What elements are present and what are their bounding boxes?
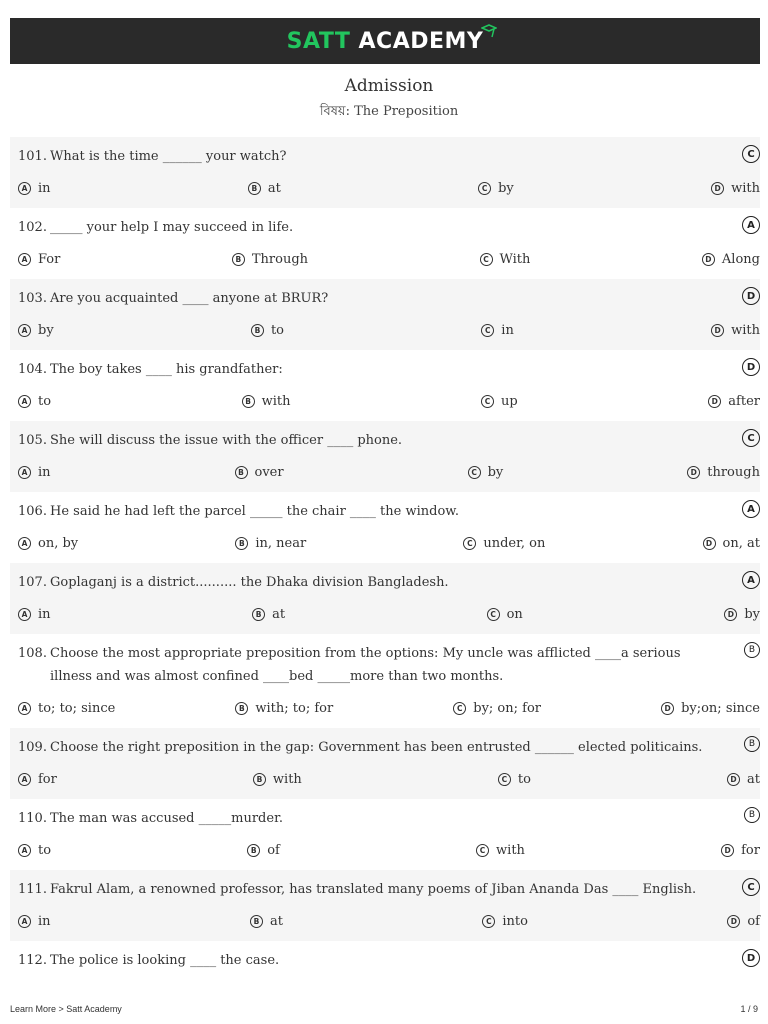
option-b[interactable] bbox=[232, 252, 308, 267]
option-b[interactable] bbox=[242, 394, 291, 409]
option-d[interactable] bbox=[711, 323, 760, 338]
question-item bbox=[10, 941, 760, 969]
option-letter-circle: C bbox=[478, 182, 491, 195]
option-letter-circle: B bbox=[235, 702, 248, 715]
option-label: on, at bbox=[722, 535, 760, 551]
option-label: through bbox=[707, 464, 760, 480]
option-label: into bbox=[502, 913, 528, 929]
question-item bbox=[10, 137, 760, 208]
option-letter-circle: A bbox=[18, 537, 31, 550]
answer-badge: A bbox=[742, 500, 760, 518]
option-b[interactable] bbox=[247, 843, 280, 858]
option-label: by bbox=[38, 322, 54, 338]
option-letter-circle: B bbox=[235, 466, 248, 479]
question-number: 110. bbox=[18, 811, 47, 826]
option-letter-circle: D bbox=[711, 182, 724, 195]
option-label: of bbox=[267, 842, 280, 858]
option-label: under, on bbox=[483, 535, 546, 551]
option-label: to bbox=[270, 322, 285, 338]
option-d[interactable] bbox=[661, 701, 760, 716]
question-text bbox=[18, 728, 760, 759]
option-label: up bbox=[501, 393, 518, 409]
question-body: Choose the right preposition in the gap: Government has been entrusted ______ elected politicains. bbox=[50, 740, 703, 755]
question-item bbox=[10, 421, 760, 492]
document-heading bbox=[0, 72, 768, 123]
option-label: in bbox=[38, 464, 51, 480]
option-letter-circle: B bbox=[253, 773, 266, 786]
question-body: What is the time ______ your watch? bbox=[50, 149, 287, 164]
question-body: The man was accused _____murder. bbox=[50, 811, 283, 826]
option-d[interactable] bbox=[727, 772, 760, 787]
question-number: 105. bbox=[18, 433, 47, 448]
answer-badge: B bbox=[744, 642, 760, 658]
option-letter-circle: D bbox=[687, 466, 700, 479]
question-text bbox=[18, 799, 760, 830]
option-letter-circle: D bbox=[724, 608, 737, 621]
option-row bbox=[18, 239, 760, 279]
option-letter-circle: C bbox=[481, 395, 494, 408]
option-label: after bbox=[728, 393, 760, 409]
option-letter-circle: D bbox=[727, 773, 740, 786]
option-label: on, by bbox=[38, 535, 79, 551]
question-text bbox=[18, 870, 760, 901]
option-label: with bbox=[731, 322, 760, 338]
option-label: by bbox=[498, 180, 514, 196]
option-a[interactable] bbox=[18, 465, 51, 480]
question-number: 103. bbox=[18, 291, 47, 306]
question-item bbox=[10, 634, 760, 728]
option-letter-circle: A bbox=[18, 915, 31, 928]
question-text bbox=[18, 492, 760, 523]
option-label: in bbox=[38, 606, 51, 622]
option-c[interactable] bbox=[453, 701, 541, 716]
option-letter-circle: C bbox=[463, 537, 476, 550]
option-letter-circle: D bbox=[702, 253, 715, 266]
option-label: with bbox=[272, 771, 302, 787]
option-c[interactable] bbox=[481, 394, 518, 409]
option-letter-circle: C bbox=[468, 466, 481, 479]
option-a[interactable] bbox=[18, 843, 51, 858]
option-d[interactable] bbox=[703, 536, 760, 551]
question-text bbox=[18, 208, 760, 239]
option-row bbox=[18, 759, 760, 799]
option-letter-circle: A bbox=[18, 844, 31, 857]
question-number: 108. bbox=[18, 646, 47, 661]
option-label: by bbox=[487, 464, 504, 480]
option-label: to bbox=[517, 771, 531, 787]
question-text bbox=[18, 350, 760, 381]
option-row bbox=[18, 901, 760, 941]
question-body: She will discuss the issue with the officer ____ phone. bbox=[50, 433, 403, 448]
option-letter-circle: C bbox=[480, 253, 493, 266]
option-letter-circle: A bbox=[18, 395, 31, 408]
header-bar bbox=[10, 18, 760, 64]
option-label: on bbox=[506, 606, 523, 622]
option-b[interactable] bbox=[235, 465, 284, 480]
option-c[interactable] bbox=[481, 323, 514, 338]
learn-more-link[interactable]: Learn More > Satt Academy bbox=[10, 1004, 122, 1014]
option-letter-circle: B bbox=[252, 608, 265, 621]
option-d[interactable] bbox=[724, 607, 760, 622]
option-letter-circle: A bbox=[18, 182, 31, 195]
option-d[interactable] bbox=[708, 394, 760, 409]
question-number: 104. bbox=[18, 362, 47, 377]
question-body: The police is looking ____ the case. bbox=[50, 953, 280, 968]
question-text bbox=[18, 563, 760, 594]
option-row bbox=[18, 452, 760, 492]
option-label: at bbox=[272, 606, 286, 622]
question-text bbox=[18, 634, 760, 688]
answer-badge: C bbox=[742, 145, 760, 163]
logo-academy-text: ACADEMY bbox=[358, 28, 484, 54]
option-label: in, near bbox=[255, 535, 307, 551]
option-label: at bbox=[269, 913, 283, 929]
logo-satt-text: SATT bbox=[286, 28, 351, 54]
option-a[interactable] bbox=[18, 394, 51, 409]
option-row bbox=[18, 688, 760, 728]
option-c[interactable] bbox=[482, 914, 528, 929]
option-c[interactable] bbox=[463, 536, 545, 551]
option-d[interactable] bbox=[687, 465, 760, 480]
option-a[interactable] bbox=[18, 536, 78, 551]
question-item bbox=[10, 870, 760, 941]
option-letter-circle: C bbox=[481, 324, 494, 337]
answer-badge: A bbox=[742, 571, 760, 589]
option-letter-circle: C bbox=[476, 844, 489, 857]
option-row bbox=[18, 310, 760, 350]
option-b[interactable] bbox=[235, 536, 306, 551]
question-item bbox=[10, 350, 760, 421]
footer bbox=[10, 1004, 758, 1014]
question-item bbox=[10, 563, 760, 634]
answer-badge: D bbox=[742, 358, 760, 376]
option-label: Along bbox=[721, 251, 760, 267]
answer-badge: C bbox=[742, 878, 760, 896]
question-body: Fakrul Alam, a renowned professor, has translated many poems of Jiban Ananda Das ____ English. bbox=[50, 882, 697, 897]
question-body: _____ your help I may succeed in life. bbox=[50, 220, 294, 235]
option-d[interactable] bbox=[702, 252, 760, 267]
option-label: With bbox=[499, 251, 531, 267]
answer-badge: D bbox=[742, 949, 760, 967]
option-letter-circle: C bbox=[498, 773, 511, 786]
option-b[interactable] bbox=[253, 772, 302, 787]
option-b[interactable] bbox=[235, 701, 333, 716]
option-label: for bbox=[741, 842, 760, 858]
question-number: 112. bbox=[18, 953, 47, 968]
option-letter-circle: B bbox=[232, 253, 245, 266]
option-a[interactable] bbox=[18, 701, 115, 716]
option-b[interactable] bbox=[250, 914, 283, 929]
option-letter-circle: B bbox=[250, 915, 263, 928]
option-label: by;on; since bbox=[681, 700, 760, 716]
option-a[interactable] bbox=[18, 252, 60, 267]
option-letter-circle: D bbox=[721, 844, 734, 857]
question-body: Choose the most appropriate preposition from the options: My uncle was afflicted ____a serious illness and was almost confined ____bed _____more than two months. bbox=[50, 646, 681, 684]
option-label: with; to; for bbox=[255, 700, 334, 716]
option-row bbox=[18, 168, 760, 208]
option-label: Through bbox=[251, 251, 309, 267]
option-letter-circle: C bbox=[482, 915, 495, 928]
option-c[interactable] bbox=[468, 465, 504, 480]
subject-line: বিষয়: The Preposition bbox=[319, 104, 459, 119]
answer-badge: D bbox=[742, 287, 760, 305]
question-number: 102. bbox=[18, 220, 47, 235]
option-label: to bbox=[38, 842, 52, 858]
question-item bbox=[10, 728, 760, 799]
question-item bbox=[10, 279, 760, 350]
option-letter-circle: A bbox=[18, 253, 31, 266]
option-a[interactable] bbox=[18, 323, 54, 338]
option-letter-circle: D bbox=[703, 537, 716, 550]
option-letter-circle: D bbox=[727, 915, 740, 928]
option-c[interactable] bbox=[480, 252, 531, 267]
option-label: to; to; since bbox=[38, 700, 116, 716]
option-letter-circle: A bbox=[18, 773, 31, 786]
option-label: with bbox=[261, 393, 291, 409]
option-b[interactable] bbox=[248, 181, 281, 196]
satt-academy-logo[interactable] bbox=[287, 29, 484, 54]
question-text bbox=[18, 941, 760, 969]
option-letter-circle: A bbox=[18, 702, 31, 715]
question-list bbox=[10, 137, 760, 969]
option-letter-circle: D bbox=[661, 702, 674, 715]
page-counter: 1 / 9 bbox=[740, 1004, 758, 1014]
option-label: in bbox=[501, 322, 514, 338]
answer-badge: A bbox=[742, 216, 760, 234]
option-c[interactable] bbox=[476, 843, 525, 858]
question-number: 107. bbox=[18, 575, 47, 590]
option-row bbox=[18, 830, 760, 870]
option-d[interactable] bbox=[727, 914, 760, 929]
option-label: For bbox=[38, 251, 61, 267]
question-item bbox=[10, 492, 760, 563]
question-number: 109. bbox=[18, 740, 47, 755]
graduation-cap-icon bbox=[481, 23, 497, 39]
question-item bbox=[10, 799, 760, 870]
question-body: Are you acquainted ____ anyone at BRUR? bbox=[50, 291, 329, 306]
question-text bbox=[18, 421, 760, 452]
option-label: with bbox=[496, 842, 525, 858]
question-body: He said he had left the parcel _____ the chair ____ the window. bbox=[50, 504, 460, 519]
option-letter-circle: D bbox=[708, 395, 721, 408]
answer-badge: C bbox=[742, 429, 760, 447]
option-label: in bbox=[38, 913, 51, 929]
option-label: by; on; for bbox=[473, 700, 541, 716]
question-body: Goplaganj is a district.......... the Dhaka division Bangladesh. bbox=[50, 575, 449, 590]
question-text bbox=[18, 137, 760, 168]
option-row bbox=[18, 594, 760, 634]
option-letter-circle: B bbox=[251, 324, 264, 337]
option-letter-circle: B bbox=[235, 537, 248, 550]
option-letter-circle: B bbox=[242, 395, 255, 408]
option-a[interactable] bbox=[18, 181, 51, 196]
option-letter-circle: D bbox=[711, 324, 724, 337]
option-c[interactable] bbox=[498, 772, 531, 787]
answer-badge: B bbox=[744, 807, 760, 823]
option-label: to bbox=[38, 393, 52, 409]
option-d[interactable] bbox=[711, 181, 760, 196]
option-letter-circle: C bbox=[487, 608, 500, 621]
option-label: of bbox=[747, 913, 760, 929]
question-number: 106. bbox=[18, 504, 47, 519]
question-number: 101. bbox=[18, 149, 47, 164]
option-a[interactable] bbox=[18, 914, 51, 929]
option-label: over bbox=[254, 464, 284, 480]
option-letter-circle: B bbox=[248, 182, 261, 195]
option-b[interactable] bbox=[251, 323, 284, 338]
option-label: for bbox=[38, 771, 57, 787]
option-c[interactable] bbox=[487, 607, 523, 622]
option-letter-circle: C bbox=[453, 702, 466, 715]
option-label: with bbox=[731, 180, 760, 196]
option-a[interactable] bbox=[18, 772, 57, 787]
option-label: at bbox=[267, 180, 281, 196]
option-label: by bbox=[744, 606, 760, 622]
option-row bbox=[18, 523, 760, 563]
option-b[interactable] bbox=[252, 607, 285, 622]
option-label: in bbox=[38, 180, 51, 196]
option-a[interactable] bbox=[18, 607, 51, 622]
option-letter-circle: A bbox=[18, 324, 31, 337]
option-row bbox=[18, 381, 760, 421]
question-text bbox=[18, 279, 760, 310]
option-label: at bbox=[747, 771, 760, 787]
answer-badge: B bbox=[744, 736, 760, 752]
question-body: The boy takes ____ his grandfather: bbox=[50, 362, 283, 377]
option-letter-circle: A bbox=[18, 608, 31, 621]
question-item bbox=[10, 208, 760, 279]
option-c[interactable] bbox=[478, 181, 514, 196]
option-letter-circle: B bbox=[247, 844, 260, 857]
option-letter-circle: A bbox=[18, 466, 31, 479]
question-number: 111. bbox=[18, 882, 47, 897]
page-title: Admission bbox=[344, 76, 434, 96]
option-d[interactable] bbox=[721, 843, 760, 858]
